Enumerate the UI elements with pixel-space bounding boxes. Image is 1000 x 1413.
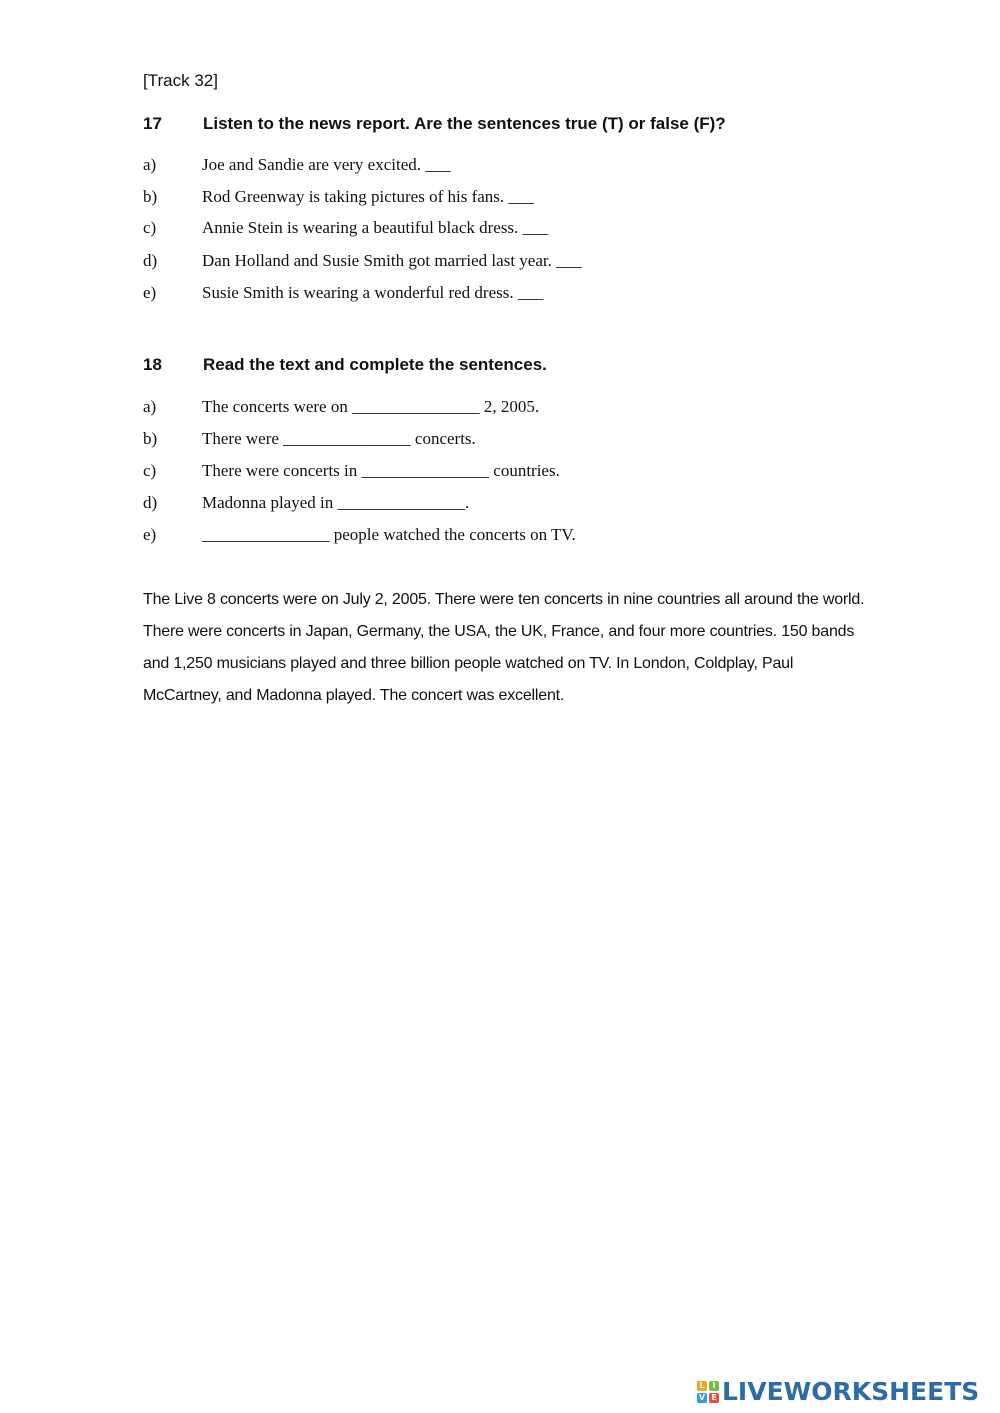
item-text: Rod Greenway is taking pictures of his fans. ___	[202, 187, 534, 206]
logo-mark-icon	[697, 1381, 719, 1403]
logo-block: V	[698, 1392, 706, 1402]
item-letter: a)	[143, 155, 157, 174]
fill-item	[143, 461, 560, 481]
item-text: Susie Smith is wearing a wonderful red dress. ___	[202, 283, 544, 302]
logo-block: L	[697, 1381, 707, 1391]
fill-item	[143, 397, 539, 417]
reading-line: There were concerts in Japan, Germany, the USA, the UK, France, and four more countries. 150 bands	[143, 623, 855, 640]
fill-item	[143, 525, 576, 545]
reading-line: and 1,250 musicians played and three billion people watched on TV. In London, Coldplay, Paul	[143, 655, 794, 672]
item-letter: c)	[143, 461, 157, 480]
item-letter: d)	[143, 493, 158, 512]
logo-block: I	[709, 1381, 719, 1391]
section-instruction: Listen to the news report. Are the sentences true (T) or false (F)?	[203, 114, 726, 133]
reading-line: The Live 8 concerts were on July 2, 2005. There were ten concerts in nine countries all around the world.	[143, 591, 865, 608]
item-text: The concerts were on _______________ 2, 2005.	[202, 397, 540, 416]
item-text: Madonna played in _______________.	[202, 493, 470, 512]
item-text: Dan Holland and Susie Smith got married last year. ___	[202, 251, 582, 270]
liveworksheets-logo	[697, 1377, 979, 1406]
item-text: Annie Stein is wearing a beautiful black dress. ___	[202, 218, 549, 237]
reading-text	[143, 584, 863, 712]
item-letter: e)	[143, 283, 157, 302]
item-text: _______________ people watched the concerts on TV.	[202, 525, 576, 544]
item-text: There were concerts in _______________ countries.	[202, 461, 560, 480]
item-letter: b)	[143, 187, 158, 206]
section-17-title	[143, 114, 726, 134]
section-18-title	[143, 355, 547, 375]
logo-text: LIVEWORKSHEETS	[722, 1377, 980, 1406]
item-text: Joe and Sandie are very excited. ___	[202, 155, 451, 174]
item-letter: c)	[143, 218, 157, 237]
fill-item	[143, 429, 476, 449]
reading-line: McCartney, and Madonna played. The concert was excellent.	[143, 687, 565, 704]
item-letter: d)	[143, 251, 158, 270]
tf-item	[143, 155, 451, 175]
tf-item	[143, 187, 534, 207]
item-letter: a)	[143, 397, 157, 416]
tf-item	[143, 251, 582, 271]
fill-item	[143, 493, 469, 513]
item-letter: b)	[143, 429, 158, 448]
section-instruction: Read the text and complete the sentences.	[203, 355, 547, 374]
section-number: 17	[143, 114, 162, 133]
track-label: [Track 32]	[143, 71, 218, 90]
item-text: There were _______________ concerts.	[202, 429, 476, 448]
tf-item	[143, 283, 543, 303]
logo-block: E	[709, 1393, 719, 1403]
item-letter: e)	[143, 525, 157, 544]
section-number: 18	[143, 355, 162, 374]
tf-item	[143, 218, 548, 238]
